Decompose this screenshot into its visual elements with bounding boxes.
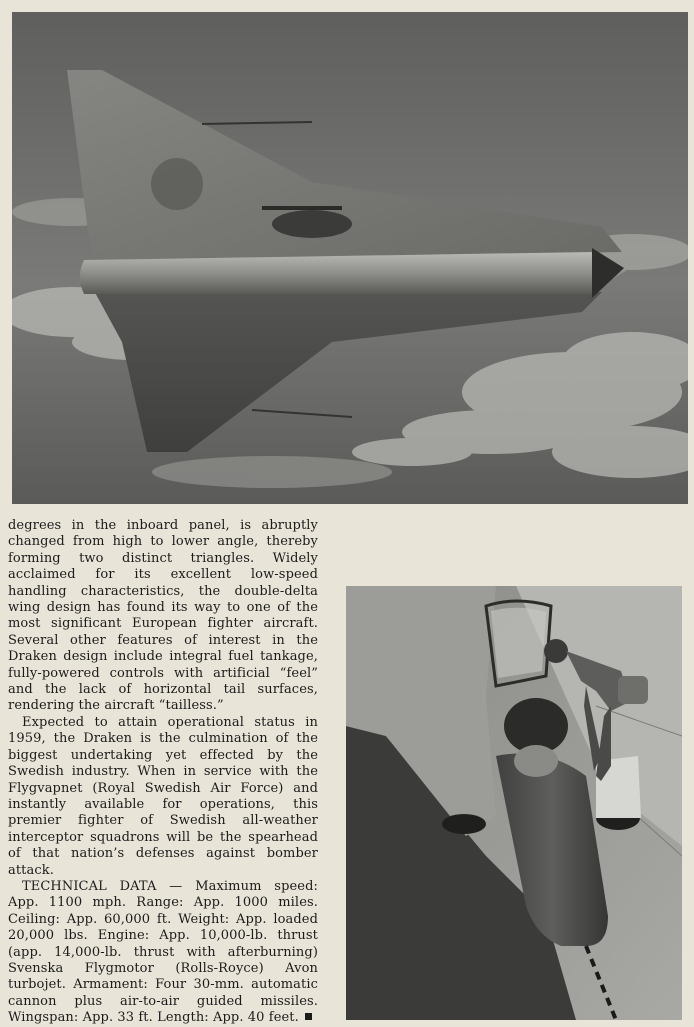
- article-paragraph: Expected to attain operational status in 1959, the Draken is the culmination of the biggest undertaking yet effected by the Swedish industry. When in service with the Flygvapnet (Royal Swedish Air Force) and instantly available for operations, this premier fighter of Swedish all-weather interceptor squadrons will be the spearhead of that nation’s defenses against bomber attack.: [8, 714, 318, 878]
- end-of-article-mark: [305, 1013, 312, 1020]
- pilot-boarding-illustration: [346, 586, 682, 1020]
- roundel-marking: [151, 158, 203, 210]
- draken-in-flight-photo: [12, 12, 688, 504]
- pilot-boarding-photo: [346, 586, 682, 1020]
- technical-data-text: TECHNICAL DATA — Maximum speed: App. 1100 mph. Range: App. 1000 miles. Ceiling: App. 60,000 ft. Weight: App. loaded 20,000 lbs. Engine: App. 10,000-lb. thrust (app. 14,000-lb. thrust with afterburning) Svenska Flygmotor (Rolls-Royce) Avon turbojet. Armament: Four 30-mm. automatic cannon plus air-to-air guided missiles. Wingspan: App. 33 ft. Length: App. 40 feet.: [8, 878, 318, 1026]
- article-text: [8, 518, 318, 1027]
- technical-data-paragraph: [8, 879, 318, 1027]
- draken-flight-illustration: [12, 12, 688, 504]
- article-paragraph: degrees in the inboard panel, is abruptly changed from high to lower angle, thereby forming two distinct triangles. Widely acclaimed for its excellent low-speed handling characteristics, the double-delta wing design has found its way to one of the most significant European fighter aircraft. Several other features of interest in the Draken design include integral fuel tankage, fully-powered controls with artificial “feel” and the lack of horizontal tail surfaces, rendering the aircraft “tailless.”: [8, 518, 318, 714]
